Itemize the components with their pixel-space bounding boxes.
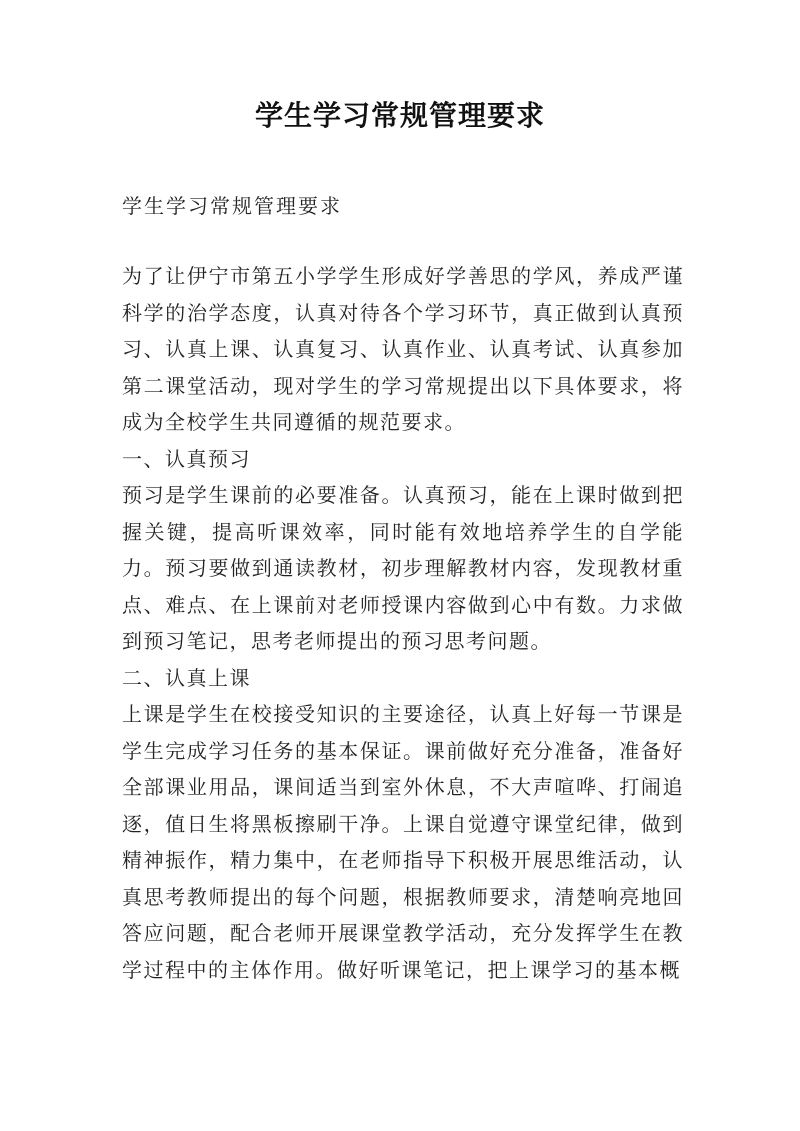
document-subtitle: 学生学习常规管理要求: [122, 194, 342, 218]
document-title: 学生学习常规管理要求: [254, 99, 545, 132]
class-paragraph: 上课是学生在校接受知识的主要途径，认真上好每一节课是学生完成学习任务的基本保证。课前做好充分准备，准备好全部课业用品，课间适当到室外休息，不大声喧哗、打闹追逐，值日生将黑板擦刷干净。上课自觉遵守课堂纪律，做到精神振作，精力集中，在老师指导下积极开展思维活动，认真思考教师提出的每个问题，根据教师要求，清楚响亮地回答应问题，配合老师开展课堂教学活动，充分发挥学生在教学过程中的主体作用。做好听课笔记，把上课学习的基本概: [122, 702, 684, 982]
section-heading-class: 二、认真上课: [122, 665, 251, 690]
section-heading-preview: 一、认真预习: [122, 446, 251, 471]
document-body: [122, 258, 684, 988]
intro-paragraph: 为了让伊宁市第五小学学生形成好学善思的学风，养成严谨科学的治学态度，认真对待各个学习环节，真正做到认真预习、认真上课、认真复习、认真作业、认真考试、认真参加第二课堂活动，现对学生的学习常规提出以下具体要求，将成为全校学生共同遵循的规范要求。: [122, 264, 684, 434]
preview-paragraph: 预习是学生课前的必要准备。认真预习，能在上课时做到把握关键，提高听课效率，同时能有效地培养学生的自学能力。预习要做到通读教材，初步理解教材内容，发现教材重点、难点、在上课前对老师授课内容做到心中有数。力求做到预习笔记，思考老师提出的预习思考问题。: [122, 483, 684, 653]
